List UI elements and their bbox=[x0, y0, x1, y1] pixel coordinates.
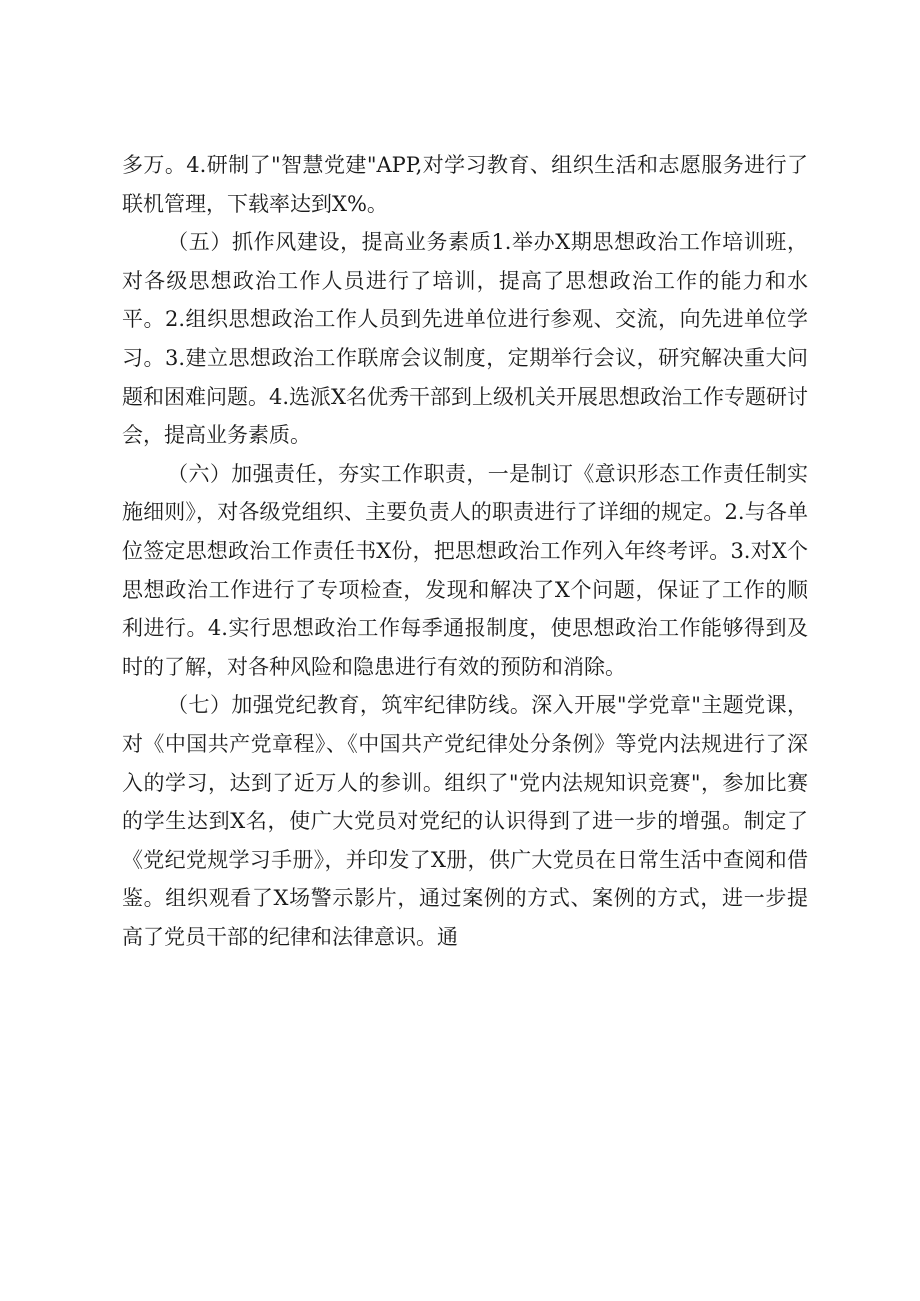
paragraph-continuation: 多万。4.研制了"智慧党建"APP,对学习教育、组织生活和志愿服务进行了联机管理，下载率达到X%。 bbox=[122, 153, 808, 216]
paragraph-section-six: （六）加强责任，夯实工作职责，一是制订《意识形态工作责任制实施细则》，对各级党组织、主要负责人的职责进行了详细的规定。2.与各单位签定思想政治工作责任书X份，把思想政治工作列入年终考评。3.对X个思想政治工作进行了专项检查，发现和解决了X个问题，保证了工作的顺利进行。4.实行思想政治工作每季通报制度，使思想政治工作能够得到及时的了解，对各种风险和隐患进行有效的预防和消除。 bbox=[122, 461, 808, 679]
paragraph-section-seven: （七）加强党纪教育，筑牢纪律防线。深入开展"学党章"主题党课，对《中国共产党章程》、《中国共产党纪律处分条例》等党内法规进行了深入的学习，达到了近万人的参训。组织了"党内法规知识竞赛"，参加比赛的学生达到X名，使广大党员对党纪的认识得到了进一步的增强。制定了《党纪党规学习手册》，并印发了X册，供广大党员在日常生活中查阅和借鉴。组织观看了X场警示影片，通过案例的方式、案例的方式，进一步提高了党员干部的纪律和法律意识。通 bbox=[122, 693, 808, 949]
document-body bbox=[122, 146, 808, 956]
paragraph-section-five: （五）抓作风建设，提高业务素质1.举办X期思想政治工作培训班，对各级思想政治工作人员进行了培训，提高了思想政治工作的能力和水平。2.组织思想政治工作人员到先进单位进行参观、交流，向先进单位学习。3.建立思想政治工作联席会议制度，定期举行会议，研究解决重大问题和困难问题。4.选派X名优秀干部到上级机关开展思想政治工作专题研讨会，提高业务素质。 bbox=[122, 230, 808, 448]
